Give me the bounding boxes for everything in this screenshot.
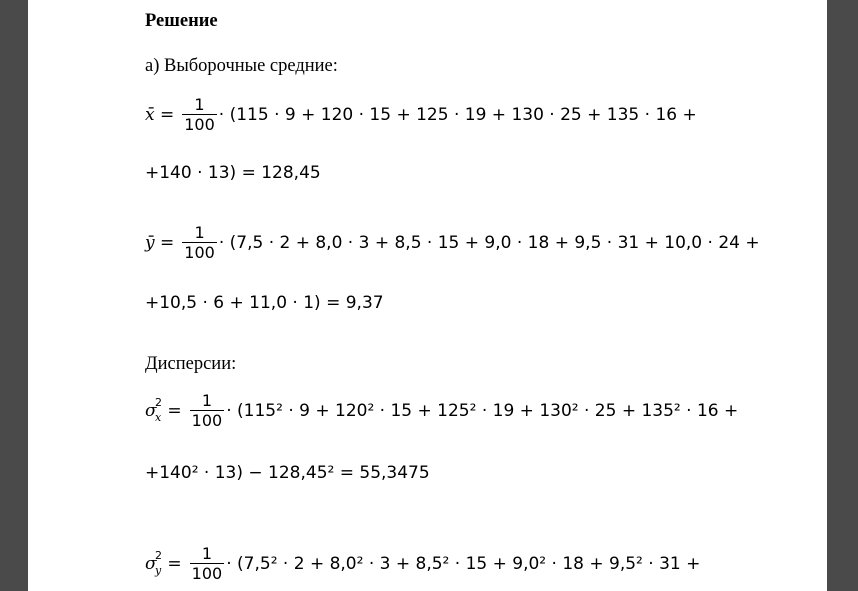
sigma-y-squared: σ 2 y (145, 548, 162, 577)
y-mean-sum: · (7,5 · 2 + 8,0 · 3 + 8,5 · 15 + 9,0 · 18 + 9,5 · 31 + 10,0 · 24 + (218, 232, 760, 253)
fraction-denominator: 100 (191, 411, 223, 431)
fraction-denominator: 100 (184, 115, 215, 135)
fraction-numerator: 1 (201, 391, 213, 410)
x-variance-sum: · (115² · 9 + 120² · 15 + 125² · 19 + 130² · 25 + 135² · 16 + (226, 400, 739, 421)
solution-heading: Решение (145, 11, 218, 31)
fraction-one-hundredth (182, 224, 217, 263)
fraction-denominator: 100 (191, 564, 223, 584)
y-variance-formula (145, 545, 700, 584)
fraction-one-hundredth (190, 392, 225, 431)
y-mean-symbol: ȳ (145, 232, 155, 253)
x-variance-formula (145, 392, 738, 431)
y-mean-formula (145, 224, 760, 263)
fraction-numerator: 1 (194, 95, 205, 114)
fraction-one-hundredth (182, 96, 217, 135)
fraction-one-hundredth (190, 545, 225, 584)
x-mean-symbol: x̄ (145, 104, 155, 125)
equals-sign: = (167, 400, 182, 421)
sigma-x-squared: σ 2 x (145, 395, 162, 424)
x-mean-sum: · (115 · 9 + 120 · 15 + 125 · 19 + 130 · 25 + 135 · 16 + (218, 104, 697, 125)
y-variance-sum: · (7,5² · 2 + 8,0² · 3 + 8,5² · 15 + 9,0² · 18 + 9,5² · 31 + (226, 553, 701, 574)
document-page (28, 0, 827, 591)
fraction-numerator: 1 (194, 223, 205, 242)
dispersion-label: Дисперсии: (145, 354, 237, 374)
x-mean-continuation: +140 · 13) = 128,45 (145, 163, 321, 183)
fraction-denominator: 100 (184, 243, 215, 263)
equals-sign: = (167, 553, 182, 574)
sample-means-label: а) Выборочные средние: (145, 56, 338, 76)
x-mean-formula (145, 96, 697, 135)
y-mean-continuation: +10,5 · 6 + 11,0 · 1) = 9,37 (145, 293, 384, 313)
x-variance-continuation: +140² · 13) − 128,45² = 55,3475 (145, 463, 430, 483)
fraction-numerator: 1 (201, 544, 213, 563)
equals-sign: = (160, 104, 175, 125)
equals-sign: = (160, 232, 175, 253)
